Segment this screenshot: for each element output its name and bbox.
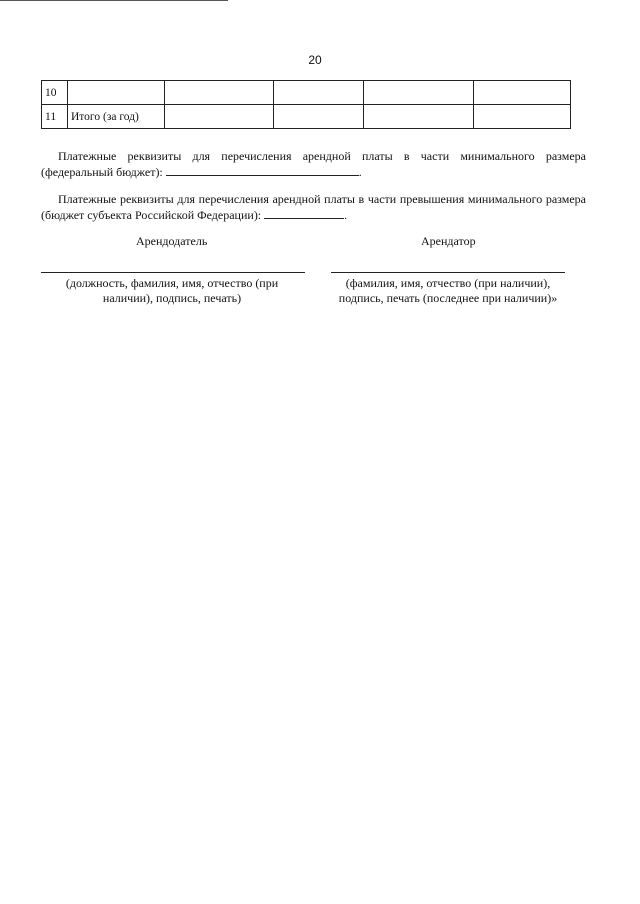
federal-payment-text: Платежные реквизиты для перечисления арендной платы в части минимального размера (федеральный бюджет):	[41, 149, 586, 179]
regional-payment-details	[41, 191, 586, 223]
row-name	[68, 81, 165, 105]
row-number: 10	[42, 81, 68, 105]
page-number: 20	[308, 53, 322, 67]
lessor-signature-line[interactable]	[41, 272, 305, 273]
table-row	[42, 105, 571, 129]
regional-end-mark: .	[344, 208, 348, 222]
regional-payment-text: Платежные реквизиты для перечисления арендной платы в части превышения минимального размера (бюджет субъекта Российской Федерации):	[41, 192, 586, 222]
top-edge-rule	[0, 0, 228, 1]
federal-end-mark: .	[358, 165, 362, 179]
lessee-title: Арендатор	[421, 234, 476, 248]
row-name: Итого (за год)	[68, 105, 165, 129]
lessee-signature-caption: (фамилия, имя, отчество (при наличии), подпись, печать (последнее при наличии)»	[338, 276, 558, 305]
table-cell	[474, 81, 571, 105]
table-cell	[274, 81, 364, 105]
row-number: 11	[42, 105, 68, 129]
table-row	[42, 81, 571, 105]
table-cell	[364, 105, 474, 129]
federal-details-blank[interactable]	[166, 164, 359, 176]
table-cell	[165, 105, 274, 129]
table-cell	[474, 105, 571, 129]
lessor-signature-caption: (должность, фамилия, имя, отчество (при наличии), подпись, печать)	[65, 276, 279, 305]
regional-details-blank[interactable]	[264, 207, 344, 219]
lessee-signature-line[interactable]	[331, 272, 565, 273]
table-cell	[364, 81, 474, 105]
table-cell	[165, 81, 274, 105]
rent-table	[41, 80, 571, 129]
federal-payment-details	[41, 148, 586, 180]
lessor-title: Арендодатель	[136, 234, 208, 248]
table-cell	[274, 105, 364, 129]
